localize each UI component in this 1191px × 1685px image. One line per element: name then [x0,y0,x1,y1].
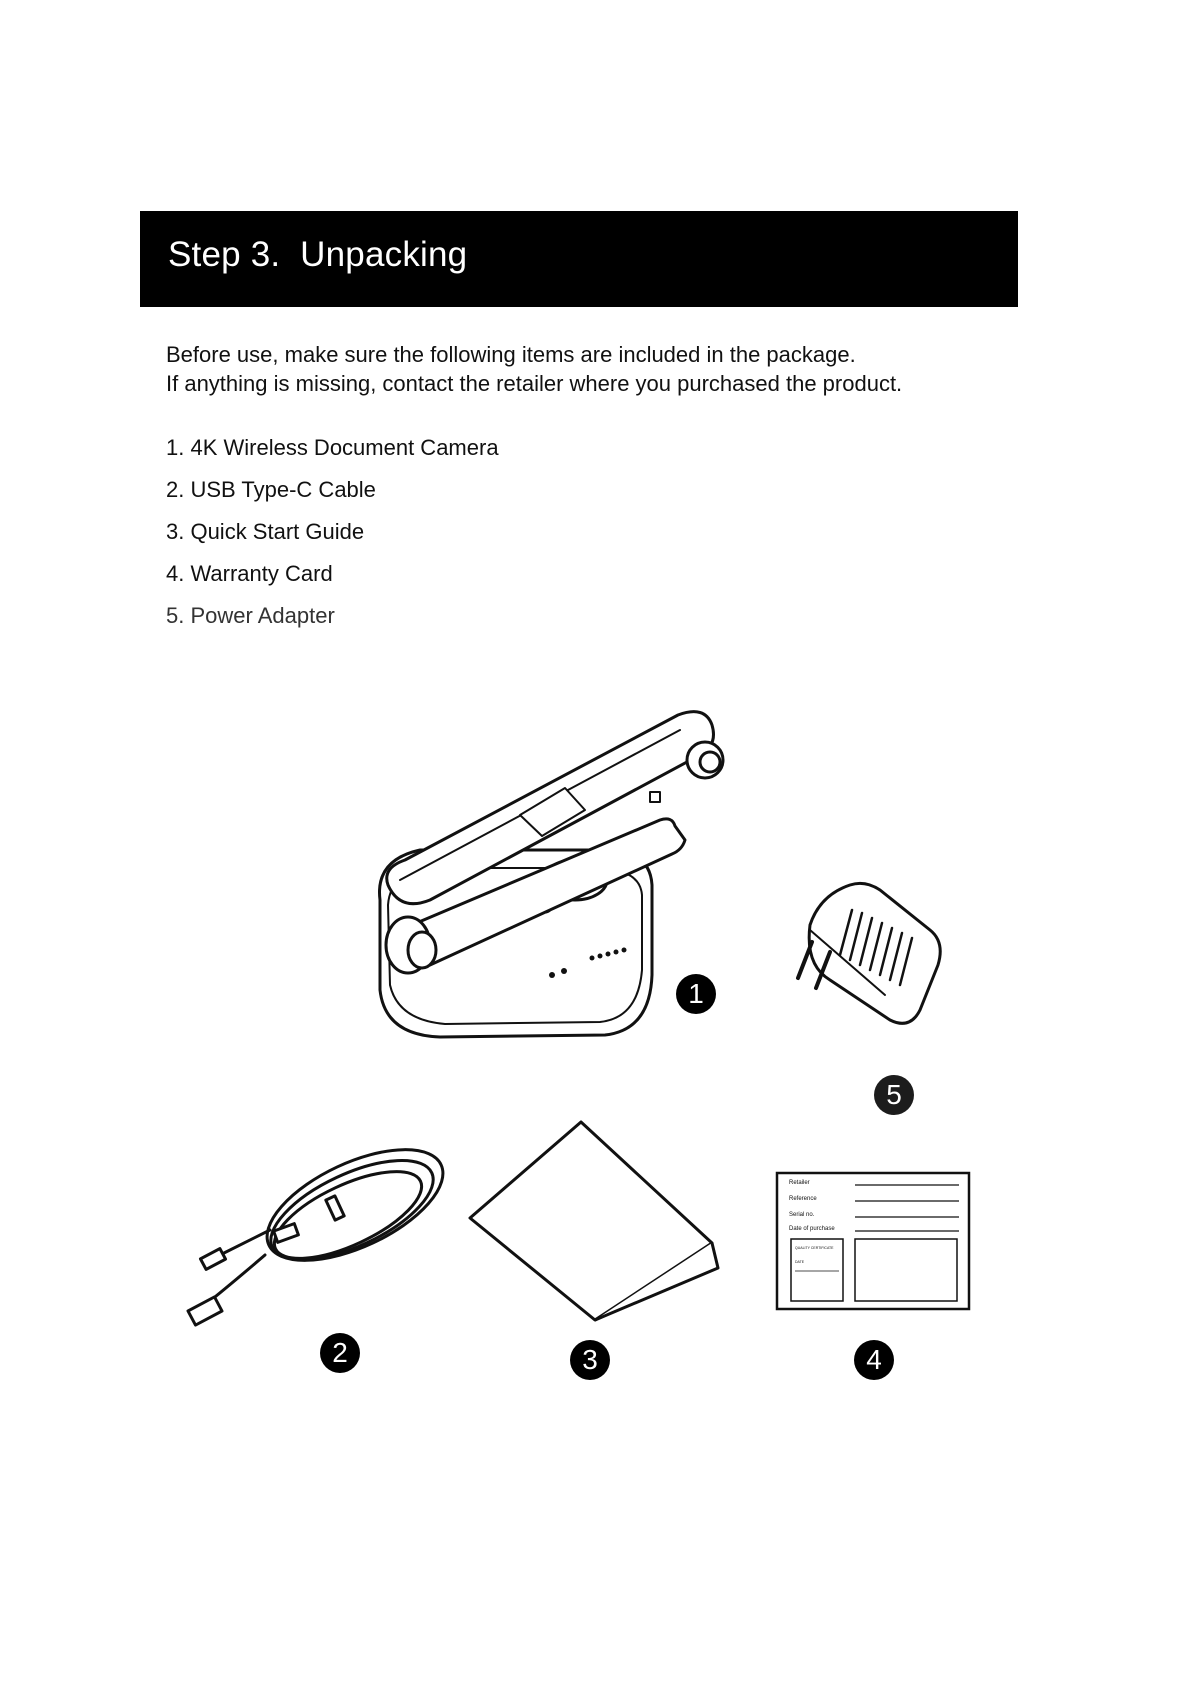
card-label-serial: Serial no. [789,1212,815,1218]
quick-start-guide-illustration [460,1118,730,1328]
list-item: 1. 4K Wireless Document Camera [166,435,499,460]
list-item: 5. Power Adapter [166,603,335,628]
package-contents-list [166,433,499,643]
power-adapter-illustration [790,880,950,1030]
intro-text [166,340,902,398]
intro-line-2: If anything is missing, contact the retailer where you purchased the product. [166,371,903,396]
card-label-reference: Reference [789,1196,817,1202]
figure-number-5: 5 [874,1075,914,1115]
figure-number-1: 1 [676,974,716,1014]
card-label-quality: QUALITY CERTIFICATE [795,1246,834,1250]
section-header [140,211,1018,307]
figure-number-3: 3 [570,1340,610,1380]
card-label-date-small: DATE [795,1260,805,1264]
card-label-retailer: Retailer [789,1180,810,1186]
warranty-card-illustration [775,1171,971,1311]
list-item: 2. USB Type-C Cable [166,477,376,502]
list-item: 4. Warranty Card [166,561,333,586]
card-label-date: Date of purchase [789,1226,835,1232]
figure-number-2: 2 [320,1333,360,1373]
list-item: 3. Quick Start Guide [166,519,365,544]
section-title: Step 3. Unpacking [168,235,468,274]
figure-number-4: 4 [854,1340,894,1380]
intro-line-1: Before use, make sure the following items are included in the package. [166,342,856,367]
usb-cable-illustration [180,1135,460,1335]
